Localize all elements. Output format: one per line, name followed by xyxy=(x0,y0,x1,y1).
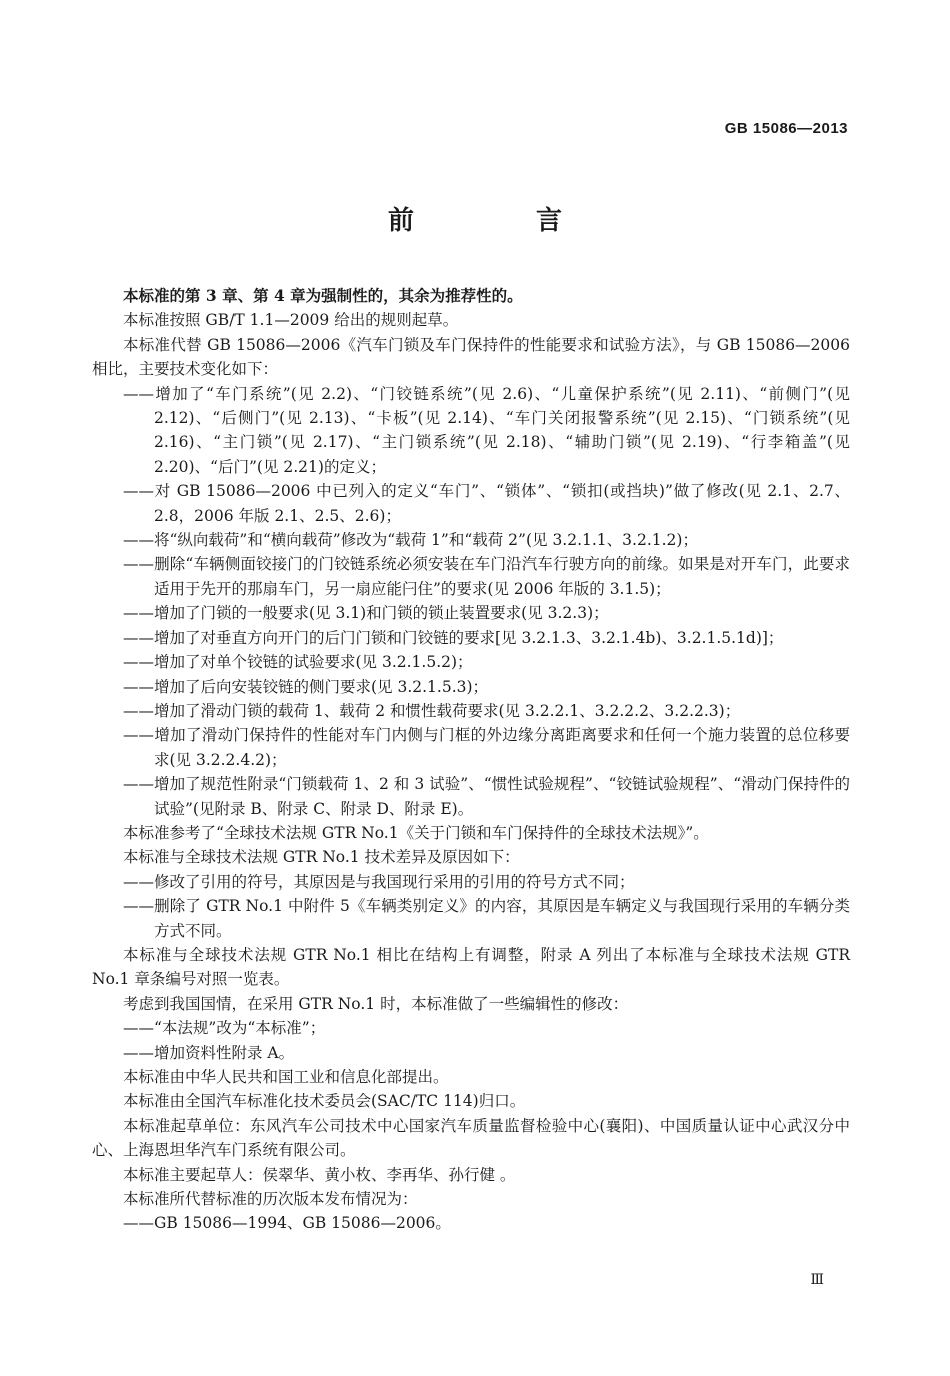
list-item: ——删除“车辆侧面铰接门的门铰链系统必须安装在车门沿汽车行驶方向的前缘。如果是对开车门，此要求适用于先开的那扇车门，另一扇应能闩住”的要求(见 2006 年版的 3.1.5)； xyxy=(123,555,850,598)
list-item: ——增加了滑动门保持件的性能对车门内侧与门框的外边缘分离距离要求和任何一个施力装置的总位移要求(见 3.2.2.4.2)； xyxy=(123,726,850,769)
paragraph: ——“本法规”改为“本标准”； xyxy=(123,1019,326,1038)
paragraph: 本标准主要起草人：侯翠华、黄小枚、李再华、孙行健 。 xyxy=(123,1165,516,1184)
list-item: ——删除了 GTR No.1 中附件 5《车辆类别定义》的内容，其原因是车辆定义与我国现行采用的车辆分类方式不同。 xyxy=(123,897,850,940)
paragraph: 本标准按照 GB/T 1.1—2009 给出的规则起草。 xyxy=(123,311,459,330)
list-item: ——增加了“车门系统”(见 2.2)、“门铰链系统”(见 2.6)、“儿童保护系统”(见 2.11)、“前侧门”(见 2.12)、“后侧门”(见 2.13)、“卡板”(见 2.14)、“车门关闭报警系统”(见 2.15)、“门锁系统”(见 2.16)、“主门锁”(见 2.17)、“主门锁系统”(见 2.18)、“辅助门锁”(见 2.19)、“行李箱盖”(见 2.20)、“后门”(见 2.21)的定义； xyxy=(123,384,850,476)
list-item: ——增加了对单个铰链的试验要求(见 3.2.1.5.2)； xyxy=(123,653,473,672)
paragraph: 本标准由中华人民共和国工业和信息化部提出。 xyxy=(123,1068,449,1086)
list-item: ——对 GB 15086—2006 中已列入的定义“车门”、“锁体”、“锁扣(或挡块)”做了修改(见 2.1、2.7、2.8，2006 年版 2.1、2.5、2.6)； xyxy=(123,482,850,525)
list-item: ——将“纵向载荷”和“横向载荷”修改为“载荷 1”和“载荷 2”(见 3.2.1.1、3.2.1.2)； xyxy=(123,531,698,550)
paragraph: 本标准由全国汽车标准化技术委员会(SAC/TC 114)归口。 xyxy=(123,1092,526,1111)
paragraph: ——GB 15086—1994、GB 15086—2006。 xyxy=(123,1214,451,1233)
paragraph: 本标准起草单位：东风汽车公司技术中心国家汽车质量监督检验中心(襄阳)、中国质量认证中心武汉分中心、上海恩坦华汽车门系统有限公司。 xyxy=(92,1116,850,1160)
page-number: Ⅲ xyxy=(810,1272,824,1288)
paragraph: 本标准参考了“全球技术法规 GTR No.1《关于门锁和车门保持件的全球技术法规》”。 xyxy=(123,823,709,842)
paragraph: ——修改了引用的符号，其原因是与我国现行采用的引用的符号方式不同； xyxy=(123,872,635,891)
list-item: ——增加了对垂直方向开门的后门门锁和门铰链的要求[见 3.2.1.3、3.2.1.4b)、3.2.1.5.1d)]； xyxy=(123,628,784,647)
page-title: 前 言 xyxy=(387,206,610,236)
document-body xyxy=(92,284,850,1236)
list-item: ——增加了规范性附录“门锁载荷 1、2 和 3 试验”、“惯性试验规程”、“铰链试验规程”、“滑动门保持件的试验”(见附录 B、附录 C、附录 D、附录 E)。 xyxy=(123,775,850,818)
paragraph: 本标准代替 GB 15086—2006《汽车门锁及车门保持件的性能要求和试验方法》，与 GB 15086—2006 相比，主要技术变化如下： xyxy=(92,335,850,379)
list-item: ——增加了门锁的一般要求(见 3.1)和门锁的锁止装置要求(见 3.2.3)； xyxy=(123,604,609,623)
paragraph: 本标准所代替标准的历次版本发布情况为： xyxy=(123,1190,418,1209)
list-item: ——增加了后向安装铰链的侧门要求(见 3.2.1.5.3)； xyxy=(123,677,489,696)
paragraph: ——增加资料性附录 A。 xyxy=(123,1043,295,1062)
paragraph: 本标准的第 3 章、第 4 章为强制性的，其余为推荐性的。 xyxy=(123,286,523,305)
paragraph: 本标准与全球技术法规 GTR No.1 相比在结构上有调整，附录 A 列出了本标准与全球技术法规 GTR No.1 章条编号对照一览表。 xyxy=(92,945,850,989)
paragraph: 本标准与全球技术法规 GTR No.1 技术差异及原因如下： xyxy=(123,848,520,867)
paragraph: 考虑到我国国情，在采用 GTR No.1 时，本标准做了一些编辑性的修改： xyxy=(123,994,629,1013)
list-item: ——增加了滑动门锁的载荷 1、载荷 2 和惯性载荷要求(见 3.2.2.1、3.2.2.2、3.2.2.3)； xyxy=(123,701,741,720)
standard-code: GB 15086—2013 xyxy=(724,120,848,137)
